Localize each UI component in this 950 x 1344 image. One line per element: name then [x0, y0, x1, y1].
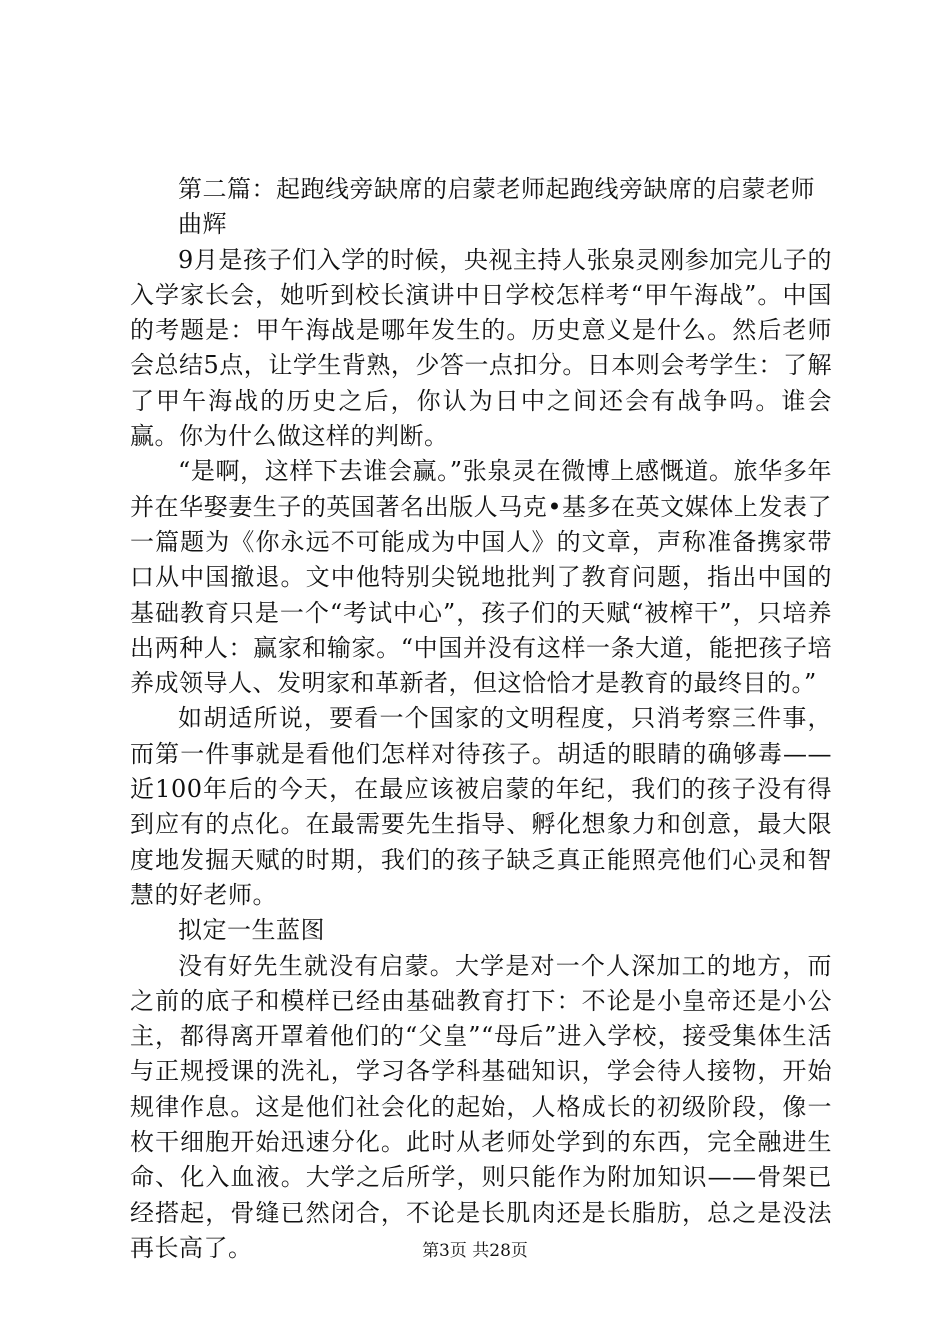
paragraph-title: 第二篇：起跑线旁缺席的启蒙老师起跑线旁缺席的启蒙老师 [178, 175, 815, 203]
paragraph-4: 没有好先生就没有启蒙。大学是对一个人深加工的地方，而之前的底子和模样已经由基础教育打下：不论是小皇帝还是小公主，都得离开罩着他们的“父皇”“母后”进入学校，接受集体生活与正规授课的洗礼，学习各学科基础知识，学会待人接物，开始规律作息。这是他们社会化的起始，人格成长的初级阶段，像一枚干细胞开始迅速分化。此时从老师处学到的东西，完全融进生命、化入血液。大学之后所学，则只能作为附加知识——骨架已经搭起，骨缝已然闭合，不论是长肌肉还是长脂肪，总之是没法再长高了。 [130, 951, 832, 1262]
section-heading: 拟定一生蓝图 [178, 916, 325, 945]
paragraph-2: “是啊，这样下去谁会赢。”张泉灵在微博上感慨道。旅华多年并在华娶妻生子的英国著名出版人马克•基多在英文媒体上发表了一篇题为《你永远不可能成为中国人》的文章，声称准备携家带口从中国撤退。文中他特别尖锐地批判了教育问题，指出中国的基础教育只是一个“考试中心”，孩子们的天赋“被榨干”，只培养出两种人：赢家和输家。“中国并没有这样一条大道，能把孩子培养成领导人、发明家和革新者，但这恰恰才是教育的最终目的。” [130, 457, 832, 698]
document-body [130, 172, 832, 1266]
page-footer: 第3页 共28页 [422, 1241, 528, 1261]
paragraph-1: 9月是孩子们入学的时候，央视主持人张泉灵刚参加完儿子的入学家长会，她听到校长演讲中日学校怎样考“甲午海战”。中国的考题是：甲午海战是哪年发生的。历史意义是什么。然后老师会总结5点，让学生背熟，少答一点扣分。日本则会考学生：了解了甲午海战的历史之后，你认为日中之间还会有战争吗。谁会赢。你为什么做这样的判断。 [130, 245, 832, 451]
paragraph-author: 曲辉 [178, 210, 227, 239]
paragraph-3: 如胡适所说，要看一个国家的文明程度，只消考察三件事，而第一件事就是看他们怎样对待孩子。胡适的眼睛的确够毒——近100年后的今天，在最应该被启蒙的年纪，我们的孩子没有得到应有的点化。在最需要先生指导、孵化想象力和创意，最大限度地发掘天赋的时期，我们的孩子缺乏真正能照亮他们心灵和智慧的好老师。 [130, 704, 832, 909]
